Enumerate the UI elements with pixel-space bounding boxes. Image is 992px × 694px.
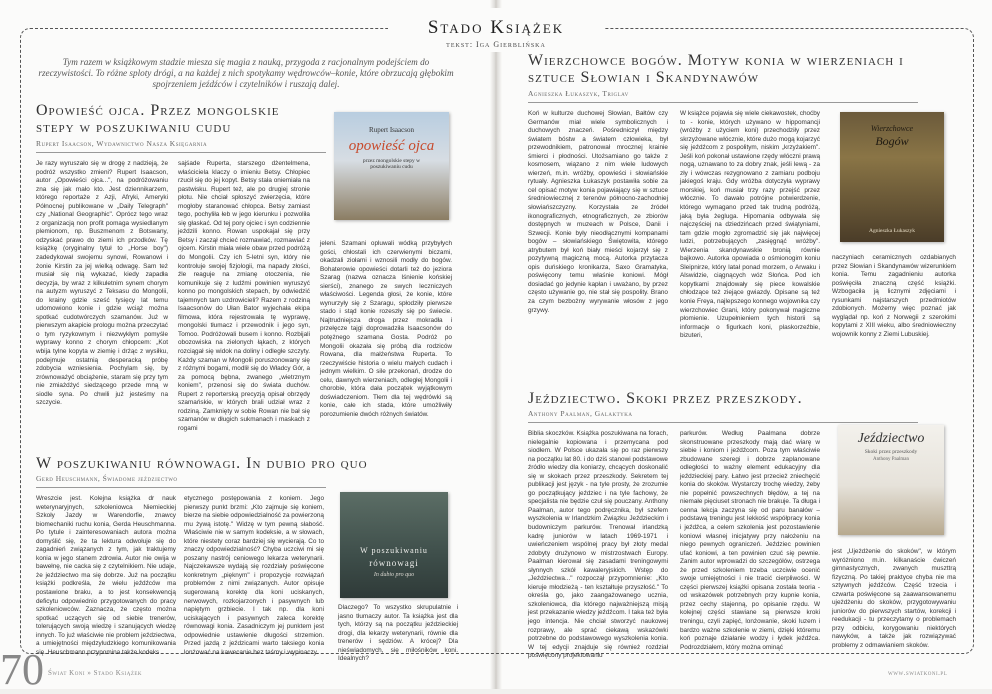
section-banner <box>388 8 604 52</box>
article-column: sajśade Ruperta, starszego dżentelmena, właściciela klaczy o imieniu Betsy. Chłopiec rzucił się do jej kopyt. Betsy stała oniemiała na pastwisku. Rupert też, ale po drugiej stronie płotu. Nie chciał spłoszyć zwierzęcia, które mogłoby staranować chłopca. Betsy zamiast tego, pochyliła łeb w jego kierunku i pozwoliła się głaskać. Od tej pory ojciec i syn codziennie jeździli konno. Rowan uspokajał się przy Betsy i zaczął chcieć rozmawiać, rozmawiać z ojcem. Kirstin miała wiele obaw przed podróżą do Mongolii. Czy ich 5-letni syn, który nie kontroluje swojej fizjologii, ma napady złości, źle reaguje na zmianę otoczenia, nie komunikuje się z ludźmi powinien wyruszyć konno po mongolskich stepach, by odwiedzić tajemnych tam uzdrowicieli? Razem z rodziną Isaacsonów do Ułan Bator wyjechała ekipa filmowa, która rejestrowała tę wyprawę, mongolski tłumacz i przewodnik i jego syn, Tomoo. Podróżowali busem i konno. Rozbijali obozowiska na zielonych łąkach, z których rozciągał się widok na doliny i odległe szczyty. Każdy szaman w Mongolii poruszonowany się z różnymi bogami, modlił się do Władcy Gór, a za pomocą bębna, zwanego „wietrznym koniem", przenosi się do świata duchów. Rupert z reporterską precyzją opisał obrzędy szamańskie, w których brali udział wraz z rodziną. Zamknięty w sobie Rowan nie bał się szamanów w długich sukmanach i maskach z rogami <box>178 160 310 432</box>
article-column: Biblia skoczków. Książka poszukiwana na forach, nielegalnie kopiowana i przemycana pod siodłem. W Polsce ukazała się po raz pierwszy na początku lat 80. i do dziś stanowi podstawowe źródło wiedzy dla koniarzy, chcących doskonalić się w skokach przez przeszkody. Sekretem tej publikacji jest język - na tyle prosty, że zrozumie go początkujący jeździec i na tyle fachowy, że specjalista nie będzie czuł się pouczany. Anthony Paalman, autor tego podręcznika, był szefem wyszkolenia w Irlandzkim Związku Jeździeckim i budowniczym parkurów. Trenował irlandzką kadrę juniorów w latach 1969-1971 i uwieńczeniem wspólnej pracy był złoty medal zdobyty drużynowo w mistrzostwach Europy. Paalman kierował się zasadami treningowymi słynnych szkół kawaleryjskich. Wstęp do „Jeździectwa..." rozpoczął przypomnienie: „Kto kieruje młodzieżą - ten kształtuje przyszłość." To określa go, jako zaangażowanego ucznia, szkoleniowca, dla którego najważniejszą misją jest przekazanie wiedzy jeźdźcom. I taka też była jego intencja. Nie chciał stworzyć naukowej rozprawy, ale sprać ciekawą wskazówki potrzebne do podstawowego wyszkolenia konia. W tej edycji znajduje się również rozdział poświęcony projektowaniu <box>528 430 668 660</box>
article-column: jest „Ujeżdżenie do skoków", w którym wyróżniono m.in. kilkanaście ćwiczeń gimnastycznych, zwanych muszttrą fizyczną. Po takiej praktyce chyba nie ma sztywnych jeźdźców. Część trzecia i czwarta poświęcone są zaawansowanemu ujeżdżeniu do skoków, przygotowywaniu juniorów do pierwszych startów, korekcji i reedukacji - tu przeczytamy o problemach przy odbiciu, korygowaniu niektórych nawyków, a także jak rozwiązywać problemy z odmawianiem skoków. <box>832 548 956 650</box>
section-title: Stado Książek <box>427 17 565 38</box>
page-number: 70 <box>0 645 44 694</box>
article-author: Agnieszka Łukaszyk, Triglav <box>528 89 629 98</box>
cover-title: W poszukiwaniu <box>360 546 428 555</box>
article-column: parkurów. Według Paalmana dobrze skonstruowane przeszkody mają dać wiarę w siebie i koniom i jeźdźcom. Poza tym właściwie zbudowane szeregi i dobrze zaplanowane odległości to ważny element edukacyjny dla jeździeckiej pary. Łatwo jest przecież zniechęcić konia do skoków. Wystarczy trochę wiedzy, żeby nie popełnić powszechnych błędów, a tej na niemałe pięciuset stronach nie brakuje. Ta długa i cenna lekcja zaczyna się od paru banałów – podstawą treningu jest lekkość współpracy konia i jeźdźca, a celem szkolenia jest pozostawienie koniowi własnej inicjatywy przy nałożeniu na niego pewnych ograniczeń. Jeździec powinien ufać koniowi, a ten powinien czuć się pewnie. Zanim autor wprowadzi do szczegółów, ostrzega że przed szkoleniem trzeba uczciwie ocenić swoje umiejętności i nie tracić cierpliwości. W części pierwszej książki opisana została teoria - od wskazówek potrzebnych przy kupnie konia, przez cechy stajenną, po opisanie rzędu. W kolejnej części stawiane są pierwsze kroki treningu, czyli zapięć, lonżowanie, skoki luzem i bardzo ważne szkolenie w ziemi, dzięki któremu koń poznaje działanie wodzy i łydek jeźdźca. Podrozdziałem, który można ominąć <box>680 430 820 651</box>
article-column: Dlaczego? To wszystko skrupulatnie i jasno tłumaczy autor. Ta książka jest dla tych, którzy są na początku jeździeckiej drogi, dla lekarzy weterynarii, równie dla trenerów i sędziów. A krócej? Dla nieświadomych, się miłośników koni. Idealnych? <box>338 604 458 663</box>
cover-title-2: Bogów <box>875 134 909 148</box>
article-title: Jeździectwo. Skoki przez przeszkody. <box>528 390 803 407</box>
book-cover <box>840 112 944 242</box>
divider <box>528 102 918 103</box>
cover-author: Anthony Paalman <box>873 457 909 462</box>
book-cover <box>838 425 944 535</box>
article-column: etycznego postępowania z koniem. Jego pierwszy punkt brzmi: „Kto zajmuje się koniem, bierze na siebie odpowiedzialność za powierzoną mu żywą istotę." Widzę w tym pewną słabość. Właściwie nie w samym kodeksie, a w słowach, które niestety coraz bardziej się wycierają. Co to znaczy odpowiedzialność? Chyba uczciwi mi się poszany nastrój ceniowego lekarza weterynarii. Najczekawsze wydają się rozdziały poświęcone konkretnym „pięknym" i propozycje rozwiązań problemów z nimi związanych. Autor opisuje sugerowaną korektę dla koni uciskanych, nerwowych, rozkojarzonych i pasywnych lub napiętym grzbiecie. I tak np. dla koni uciskających i pasywnych zaleca korektę równowagi konia. Zasadniczym jej punktem jest odpowiednie ustawienie długości strzemion. Przed jazdą z jeździcami warto taksiego konia lonżować na kawecanie bez taśmy i wypinaczy. <box>184 495 324 656</box>
article-author: Rupert Isaacson, Wydawnictwo Nasza Księgarnia <box>36 139 208 148</box>
article-column: jeleni. Szamani opluwali wódką przybyłych gości, chłostali ich czerwienymi biczami, okadzali ziołami i wznosili modły do bogów. Bohaterowie opowieści dotarli też do jeziora Szarag (nazwa oznacza Iśnienie końskiej sierści), znanego ze swych leczniczych właściwości. Legenda głosi, że konie, które wynurzyły się z Szaragu, spłodziły pierwsze stado i stąd konie rozeszły się po świecie. Najtrudniejsza droga przez mokradła i przełęcze tajgi doprowadziła Isaacsonów do potężnego szamana Gosta. Podróż po Mongolii okazała się próbą dla rodziców Rowana, dla małżeństwa Ruperta. To rzeczywiście historia o wielu małych cudach i jednym wielkim. O sile przekonań, drodze do celu, dawnych wierzeniach, odległej Mongolii i chorobie, która dała początek wyjątkowym doświadczeniom. Tłem dla tej wędrówki są konie, całe ich stada, które umożliwiły porozumienie dwóch różnych światów. <box>320 240 452 418</box>
divider <box>36 487 326 488</box>
article-column: Koń w kulturze duchowej Słowian, Bałtów czy Germanów miał wiele symbolicznych i duchowych znaczeń. Pośredniczył między światem bóstw a światem człowieka, był przewodnikiem, patronował mrocznej krainie śmierci i płodności. Utożsamiano go także z kosmosem, wiązano z nim wiele ludowych wierzeń, m.in. wróżby, opowieści i słowiańskie rytuały. Agnieszka Łukaszyk postawiła sobie za cel opisać motyw konia pojawiający się w sztuce średniowiecznej z terenów północno-zachodniej słowiańszczyzny. Korzystała ze źródeł ikonograficznych, etnograficznych, ze zbiorów dostępnych w muzeach w Polsce, Danii i Szwecji. Konie były nieodłącznymi kompanami bogów – słowiańskiego Świętowita, którego atrybutem był koń biały mieści kojarzył się z pozytywną magiczną mocą. Autorka przytacza opis duńskiego kronikarza, Saxo Gramatyka, poświęcony temu właśnie koniowi. Mógł dosiadać go jedynie kapłan i uważano, by przez często używanie go, nie stał się pospolity. Brano za czym bezbożny wyrywanie włosów z jego grzywy. <box>528 110 668 314</box>
article-column: naczyniach ceramicznych ozdabianych przez Słowian i Skandynawów wizerunkiem konia. Temu zagadnieniu autorka poświęciła znaczną część książki. Wzbogaciła ją licznymi zdjęciami i rysunkami najstarszych przedmiotów zdobionych. Możemy więc poznać jak wyglądał np. koń z Norwegii z szerokimi kopytami z XIII wieku, albo średniowieczny wojownik konny z Ziemi Lubuskiej. <box>832 254 956 338</box>
article-author: Gerd Heuschmann, Świadome jeździectwo <box>36 474 178 483</box>
article-column: W książce pojawia się wiele ciekawostek, choćby to - konie, których używano w hippomancji (wróżby z użyciem koni) przechodziły przez skrzyżowane włócznie, które dużo mogą kojarzyć się jeźdźcom z pospolitym, niskim „krzyżakiem". Jeśli koń pokonał ustawione rzędy włóczni prawą nogą, uznawano to za dobry znak, jeśli lewą - za zły i wówczas rezygnowano z zamiaru podboju jakiegoś kraju. Gdy wróżba dotyczyła wyprawy morskiej, koń musiał trzy razy przejść przez włócznie. To dawało potrójne potwierdzenie, którego wymagano przed tak trudną podróżą, jaką była żegluga. Hipomania odbywała się najczęściej na dziedzińcach przed świątyniami, tam gdzie mogło zgromadzić się jak najwięcej ludzi, potrzebujących „zasięgnąć wróżby". Wierzenia skandynawskie bronią równie bajkowo. Autorka opowiada o ośmionogim koniu Sleipnirze, który latał ponad morzem, o Arwaku i Alswidzie, ciągnących wóz Słońca. Pod ich kopytkami znajdowały się piece kowalskie chłodzące też ziejące gwiazdy. Opisane są też konie Freya, najlepszego konnego wojownika czy wierzchowiec Grani, który pokonywał magiczne płomienie. Uzupełnieniem tych historii są informacje o figurkach koni, plaskorzeźbie, bizuteri, <box>680 110 820 340</box>
book-cover <box>334 112 449 220</box>
cover-subtitle: In dubio pro quo <box>373 572 415 578</box>
cover-subtitle: Skoki przez przeszkody <box>864 449 918 455</box>
cover-subtitle: przez mongolskie stepy w poszukiwaniu cudu <box>362 158 421 170</box>
running-footer-right: www.swiatkoni.pl <box>888 669 948 677</box>
byline: tekst: Iga Gierblińska <box>446 40 546 49</box>
cover-title: opowieść ojca <box>348 138 435 154</box>
article-title: Wierzchowce bogów. Motyw konia w wierzeniach i sztuce Słowian i Skandynawów <box>528 52 904 86</box>
book-cover <box>340 492 448 598</box>
article-column: Je razy wyruszało się w drogę z nadzieją, że podróż wszystko zmieni? Rupert Isaacson, autor „Opowieści ojca...", na podróżowaniu zna się jak mało kto. Jest dziennikarzem, którego reportaże z Azji, Afryki, Ameryki Północnej publikowane w „Daily Telegraph" czy „National Geographic". Oprócz tego wraz z organizacją non profit pomaga wysiedlanym plemionom, np. Buszmenom z Botswany, odzyskać prawo do ziemi ich przodków. Tę książkę (oryginalny tytuł to „Horse boy") zadedykował swojemu synowi, Rowanowi i żonie Kirstin za jej wielką odwagę. Sam też musiał się nią wykazać, kiedy zapadła decyzja, by wraz z kilkuletnim synem chorym na autyzm wyruszyć z Teksasu do Mongolii, do krainy gdzie sześć tysięcy lat temu udomowiono konie i gdzie wciąż można spotkać cudotwórczych szamanów. Już w pierwszym akapicie prologu można przeczytać o tym ryzykownym i niezwykłym pomyśle wyprawy konno z chorym chłopcem: „Kot wbija tylne kopyta w ziemię i drżąc z wysiłku, podejmuje ostatnią desperacką próbę zdobycia wzniesienia. Pochylam się, by zrównoważyć obciążenie, staram się przy tym nie zmiażdżyć siedzącego przede mną w siodle syna. Po chwili już jesteśmy na szczycie. <box>36 160 168 407</box>
cover-title-2: równowagi <box>369 558 419 568</box>
cover-title: Wierzchowce <box>870 124 914 133</box>
divider <box>528 422 918 423</box>
running-footer-left: Świat Koni » Stado Książek <box>48 669 143 677</box>
cover-title: Jeździectwo <box>857 431 925 446</box>
intro-text: Tym razem w książkowym stadzie miesza się magia z nauką, przygoda z racjonalnym podejściem do rzeczywistości. To różne sploty drógi, a na każdej z nich spotykamy wędrowców–konie, które obrzucają głębokim spojrzeniem jeźdźców i czytelników i ruszają dalej. <box>38 57 454 89</box>
article-author: Anthony Paalman, Galaktyka <box>528 409 633 418</box>
cover-author: Agnieszka Łukaszyk <box>869 228 915 234</box>
article-title: W poszukiwaniu równowagi. In dubio pro quo <box>36 455 368 472</box>
cover-author: Rupert Isaacson <box>369 126 414 134</box>
article-title: Opowieść ojca. Przez mongolskie stepy w poszukiwaniu cudu <box>36 102 280 136</box>
divider <box>36 152 326 153</box>
article-column: Wreszcie jest. Kolejna książka dr nauk weterynaryjnych, szkoleniowca Niemieckiej Szkoły Jazdy w Warendorfie, znawcy biomechaniki ruchu konia, Gerda Heuschmanna. Po tytule i zainteresowaniach autora można domyślić się, że ta lektura odwołuje się do zagadnień związanych z tym, jak traktujemy konia w jego stanem zdrowia. Autor nie owija w bawełnę, nie cacka się z czytelnikiem. Nie udaje, że jeździectwo ma się dobrze. Już na początku książki podkreśla, że wielu jeźdźców ma postawione braku, a to jest konsekwencją deficytu odpowiednio przygotowanych do pracy szkoleniowców. Zaznacza, że często można spotkać uczących się od siebie trenerów, tolerujących swoją wiedzę i szanujących wiedzę innych. To już właściwie nie problem jeździectwa, a umiejętności międzyludzkiego komunikowania się. Heuschmann przypomina także kodeks <box>36 495 176 656</box>
